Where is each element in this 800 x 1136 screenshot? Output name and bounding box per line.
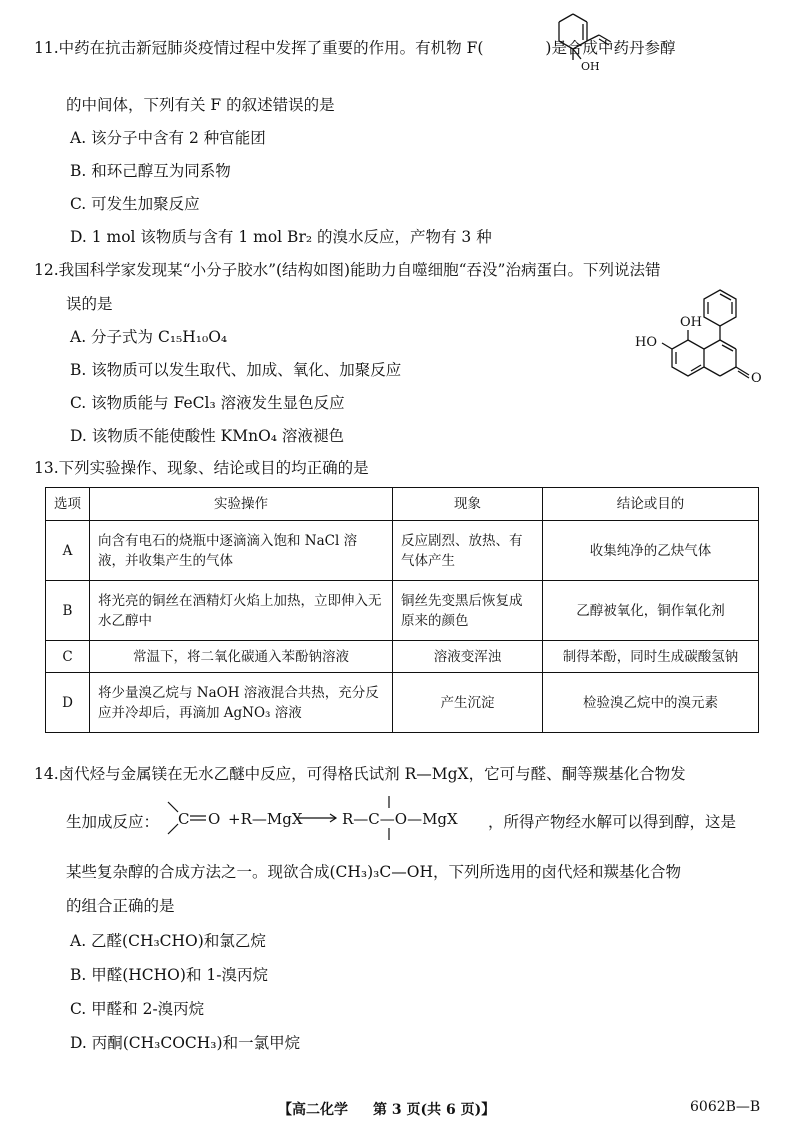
q14-option-b: B. 甲醛(HCHO)和 1-溴丙烷 <box>70 966 268 984</box>
row-phenomenon: 产生沉淀 <box>393 673 543 733</box>
row-phenomenon: 铜丝先变黑后恢复成原来的颜色 <box>393 581 543 641</box>
q11-option-d: D. 1 mol 该物质与含有 1 mol Br₂ 的溴水反应，产物有 3 种 <box>70 228 492 246</box>
table-row <box>46 673 759 733</box>
q13-table <box>45 487 759 733</box>
q14-stem-e: 的组合正确的是 <box>66 897 175 915</box>
q14-equation <box>160 790 490 860</box>
q12-stem-a: 12.我国科学家发现某“小分子胶水”(结构如图)能助力自噬细胞“吞没”治病蛋白。下列说法错 <box>34 261 661 279</box>
row-conclusion: 检验溴乙烷中的溴元素 <box>543 673 759 733</box>
header-phenomenon: 现象 <box>393 488 543 521</box>
header-conclusion: 结论或目的 <box>543 488 759 521</box>
q11-option-c: C. 可发生加聚反应 <box>70 195 200 213</box>
row-phenomenon: 反应剧烈、放热、有气体产生 <box>393 521 543 581</box>
table-row <box>46 581 759 641</box>
q12-ho-left: HO <box>635 335 657 350</box>
q14-option-c: C. 甲醛和 2-溴丙烷 <box>70 1000 205 1018</box>
row-operation: 常温下，将二氧化碳通入苯酚钠溶液 <box>90 641 393 673</box>
q11-oh-label: OH <box>581 60 600 73</box>
table-row <box>46 521 759 581</box>
row-option: A <box>46 521 90 581</box>
row-option: C <box>46 641 90 673</box>
q12-stem-b: 误的是 <box>66 295 113 313</box>
q14-eq-product: R—C—O—MgX <box>342 810 458 828</box>
q11-option-b: B. 和环己醇互为同系物 <box>70 162 231 180</box>
q14-stem-b: 生加成反应： <box>66 813 160 831</box>
row-conclusion: 收集纯净的乙炔气体 <box>543 521 759 581</box>
footer-code: 6062B—B <box>690 1099 761 1115</box>
q14-eq-c: C <box>178 810 190 828</box>
row-operation: 将少量溴乙烷与 NaOH 溶液混合共热，充分反应并冷却后，再滴加 AgNO₃ 溶液 <box>90 673 393 733</box>
table-header-row <box>46 488 759 521</box>
q11-stem-a: 11.中药在抗击新冠肺炎疫情过程中发挥了重要的作用。有机物 F( <box>34 39 484 57</box>
q14-eq-o: O <box>208 810 221 828</box>
q12-oh-top: OH <box>680 315 702 330</box>
q11-stem-c: 的中间体，下列有关 F 的叙述错误的是 <box>66 96 335 114</box>
row-option: B <box>46 581 90 641</box>
q13-stem: 13.下列实验操作、现象、结论或目的均正确的是 <box>34 459 369 477</box>
q12-option-d: D. 该物质不能使酸性 KMnO₄ 溶液褪色 <box>70 427 344 445</box>
row-operation: 将光亮的铜丝在酒精灯火焰上加热，立即伸入无水乙醇中 <box>90 581 393 641</box>
header-option: 选项 <box>46 488 90 521</box>
q12-option-c: C. 该物质能与 FeCl₃ 溶液发生显色反应 <box>70 394 345 412</box>
footer-page: 第 3 页(共 6 页)】 <box>373 1102 496 1118</box>
row-option: D <box>46 673 90 733</box>
table-row <box>46 641 759 673</box>
q14-option-a: A. 乙醛(CH₃CHO)和氯乙烷 <box>70 932 266 950</box>
q14-eq-reagent: +R—MgX <box>228 810 303 828</box>
q11-stem-b: )是合成中药丹参醇 <box>545 39 676 57</box>
q14-stem-a: 14.卤代烃与金属镁在无水乙醚中反应，可得格氏试剂 R—MgX，它可与醛、酮等羰基化合物发 <box>34 765 686 783</box>
q12-option-b: B. 该物质可以发生取代、加成、氧化、加聚反应 <box>70 361 402 379</box>
row-phenomenon: 溶液变浑浊 <box>393 641 543 673</box>
q14-stem-d: 某些复杂醇的合成方法之一。现欲合成(CH₃)₃C—OH，下列所选用的卤代烃和羰基化合物 <box>66 863 681 881</box>
q12-option-a: A. 分子式为 C₁₅H₁₀O₄ <box>70 328 228 346</box>
q12-carbonyl-o: O <box>751 371 762 386</box>
header-operation: 实验操作 <box>90 488 393 521</box>
q14-stem-c: ，所得产物经水解可以得到醇，这是 <box>488 813 737 831</box>
q11-structure-f <box>553 8 623 78</box>
row-conclusion: 制得苯酚，同时生成碳酸氢钠 <box>543 641 759 673</box>
row-operation: 向含有电石的烧瓶中逐滴滴入饱和 NaCl 溶液，并收集产生的气体 <box>90 521 393 581</box>
q14-option-d: D. 丙酮(CH₃COCH₃)和一氯甲烷 <box>70 1034 301 1052</box>
footer-title: 【高二化学 <box>278 1102 348 1118</box>
q11-option-a: A. 该分子中含有 2 种官能团 <box>70 129 266 147</box>
q12-structure <box>625 282 775 402</box>
row-conclusion: 乙醇被氧化，铜作氧化剂 <box>543 581 759 641</box>
